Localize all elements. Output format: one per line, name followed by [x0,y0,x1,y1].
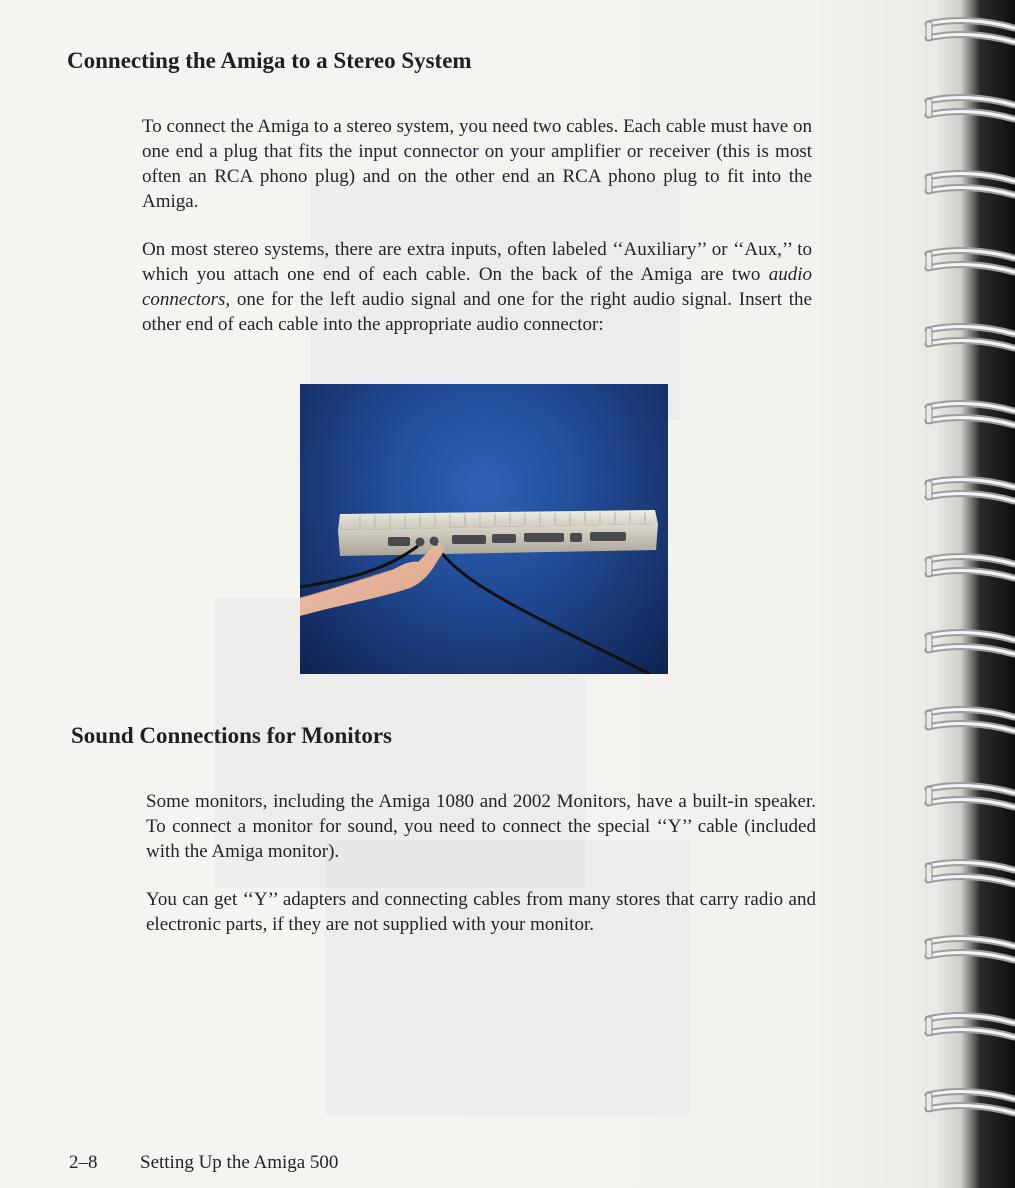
spiral-coil [924,856,1015,892]
section-heading-stereo: Connecting the Amiga to a Stereo System [67,48,472,73]
spiral-coil [924,473,1015,509]
page-number: 2–8 [69,1152,98,1173]
paragraph-y-adapters: You can get ‘‘Y’’ adapters and connecting cables from many stores that carry radio and electronic parts, if they are not supplied with your monitor. [146,889,816,935]
spiral-coil [924,14,1015,50]
amiga-rear-panel-illustration [300,384,668,674]
audio-connectors-term: audio connectors, [142,264,812,310]
show-through-block [325,840,690,1115]
footer-title: Setting Up the Amiga 500 [140,1152,339,1173]
audio-cable-right [436,545,650,674]
spiral-coil [924,779,1015,815]
paragraph-auxiliary-text: On most stereo systems, there are extra inputs, often labeled ‘‘Auxiliary’’ or ‘‘Aux,’’ to which you attach one end of each cable. On the back of the Amiga are two [142,239,812,285]
spiral-coil [924,703,1015,739]
spiral-coil [924,550,1015,586]
spiral-coil [924,91,1015,127]
hand [300,545,444,616]
amiga-rear-panel-photo [300,384,668,674]
spiral-coil [924,626,1015,662]
spiral-coil [924,1085,1015,1121]
paragraph-monitor-speaker: Some monitors, including the Amiga 1080 and 2002 Monitors, have a built-in speaker. To connect a monitor for sound, you need to connect the special ‘‘Y’’ cable (included with the Amiga monitor). [146,791,816,862]
spiral-coil [924,397,1015,433]
paragraph-auxiliary [142,237,812,337]
paragraph-auxiliary-text-end: one for the left audio signal and one for the right audio signal. Insert the other end of each cable into the appropriate audio connector: [142,289,812,335]
spiral-coil [924,1009,1015,1045]
section-heading-monitors: Sound Connections for Monitors [71,723,392,748]
spiral-coil [924,932,1015,968]
paragraph-cables: To connect the Amiga to a stereo system, you need two cables. Each cable must have on one end a plug that fits the input connector on your amplifier or receiver (this is most often an RCA phono plug) and on the other end an RCA phono plug to fit into the Amiga. [142,116,812,212]
spiral-coil [924,244,1015,280]
spiral-coil [924,167,1015,203]
spiral-coil [924,320,1015,356]
